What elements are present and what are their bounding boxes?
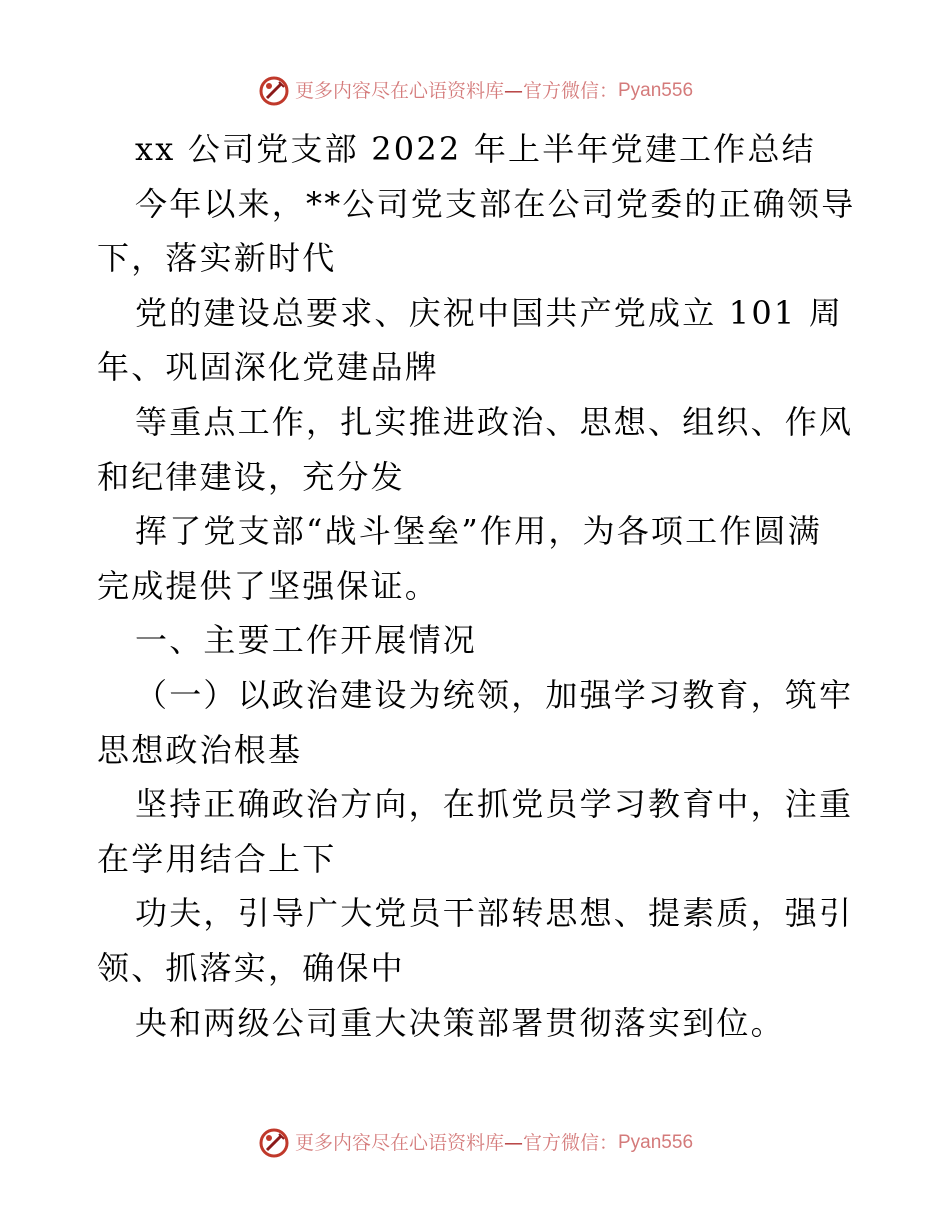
section-heading: 一、主要工作开展情况 <box>135 621 478 660</box>
text-line: 挥了党支部“战斗堡垒”作用，为各项工作圆满 <box>135 512 822 551</box>
footer-watermark <box>0 1126 950 1160</box>
text-line: 等重点工作，扎实推进政治、思想、组织、作风 <box>135 402 854 441</box>
text-line: 党的建设总要求、庆祝中国共产党成立 101 周 <box>135 293 844 332</box>
watermark-label: 官方微信： <box>522 80 618 102</box>
watermark-text: 更多内容尽在心语资料库 <box>294 80 504 102</box>
text-line: 完成提供了坚强保证。 <box>97 566 440 605</box>
text-line: 今年以来，**公司党支部在公司党委的正确领导 <box>135 184 856 223</box>
watermark-dash: — <box>503 1132 523 1154</box>
text-line: 年、巩固深化党建品牌 <box>97 348 440 387</box>
watermark-text: 更多内容尽在心语资料库 <box>294 1132 504 1154</box>
logo-icon <box>257 74 291 108</box>
text-line: 在学用结合上下 <box>97 839 337 878</box>
watermark-dash: — <box>503 80 523 102</box>
title-line: xx 公司党支部 2022 年上半年党建工作总结 <box>135 130 816 168</box>
logo-icon <box>257 1126 291 1160</box>
text-line: 央和两级公司重大决策部署贯彻落实到位。 <box>135 1003 785 1042</box>
watermark-label: 官方微信： <box>522 1132 618 1154</box>
subsection-heading: （一）以政治建设为统领，加强学习教育，筑牢 <box>135 675 854 714</box>
text-line: 和纪律建设，充分发 <box>97 457 405 496</box>
text-line: 坚持正确政治方向，在抓党员学习教育中，注重 <box>135 785 854 824</box>
text-line: 领、抓落实，确保中 <box>97 948 405 987</box>
watermark-id: Pyan556 <box>618 80 694 101</box>
text-line: 功夫，引导广大党员干部转思想、提素质，强引 <box>135 894 854 933</box>
text-line: 思想政治根基 <box>97 730 303 769</box>
document-body <box>97 122 857 1050</box>
text-line: 下，落实新时代 <box>97 239 337 278</box>
watermark-id: Pyan556 <box>618 1132 694 1153</box>
header-watermark <box>0 74 950 108</box>
